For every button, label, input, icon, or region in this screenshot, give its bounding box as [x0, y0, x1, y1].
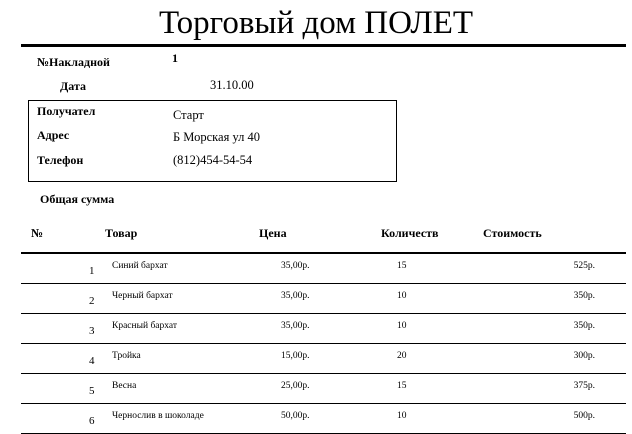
row-number: 3 [89, 325, 95, 337]
row-price: 15,00р. [281, 351, 310, 361]
page-title: Торговый дом ПОЛЕТ [158, 5, 474, 41]
date-value: 31.10.00 [210, 78, 254, 92]
row-qty: 20 [397, 351, 407, 361]
row-cost: 350р. [573, 321, 595, 331]
address-label: Адрес [37, 128, 70, 142]
row-cost: 525р. [573, 261, 595, 271]
row-number: 6 [89, 415, 95, 427]
total-sum-label: Общая сумма [40, 192, 115, 206]
recipient-value: Старт [173, 108, 204, 122]
col-header-qty: Количеств [381, 226, 439, 240]
row-qty: 15 [397, 381, 407, 391]
phone-label: Телефон [37, 153, 84, 167]
row-goods: Тройка [112, 351, 141, 361]
table-row [21, 343, 626, 374]
row-goods: Весна [112, 381, 137, 391]
row-price: 25,00р. [281, 381, 310, 391]
phone-value: (812)454-54-54 [173, 153, 253, 167]
row-cost: 500р. [573, 411, 595, 421]
row-goods: Чернослив в шоколаде [112, 411, 204, 421]
row-cost: 350р. [573, 291, 595, 301]
row-cost: 375р. [573, 381, 595, 391]
row-price: 50,00р. [281, 411, 310, 421]
date-label: Дата [60, 79, 86, 93]
col-header-cost: Стоимость [483, 226, 542, 240]
row-price: 35,00р. [281, 261, 310, 271]
recipient-label: Получател [37, 104, 96, 118]
row-qty: 10 [397, 411, 407, 421]
table-row [21, 313, 626, 344]
address-value: Б Морская ул 40 [173, 130, 261, 144]
row-number: 1 [89, 265, 95, 277]
col-header-num: № [31, 226, 44, 240]
row-qty: 10 [397, 321, 407, 331]
invoice-number-value: 1 [172, 51, 178, 65]
table-row [21, 373, 626, 404]
row-qty: 10 [397, 291, 407, 301]
row-number: 2 [89, 295, 95, 307]
row-price: 35,00р. [281, 321, 310, 331]
row-number: 4 [89, 355, 95, 367]
invoice-number-label: №Накладной [37, 55, 110, 69]
col-header-goods: Товар [105, 226, 138, 240]
row-goods: Красный бархат [112, 321, 177, 331]
table-row [21, 253, 626, 284]
row-number: 5 [89, 385, 95, 397]
row-goods: Синий бархат [112, 261, 168, 271]
row-price: 35,00р. [281, 291, 310, 301]
title-divider [21, 44, 626, 47]
col-header-price: Цена [259, 226, 287, 240]
row-cost: 300р. [573, 351, 595, 361]
row-goods: Черный бархат [112, 291, 173, 301]
table-row [21, 403, 626, 434]
table-row [21, 283, 626, 314]
row-qty: 15 [397, 261, 407, 271]
